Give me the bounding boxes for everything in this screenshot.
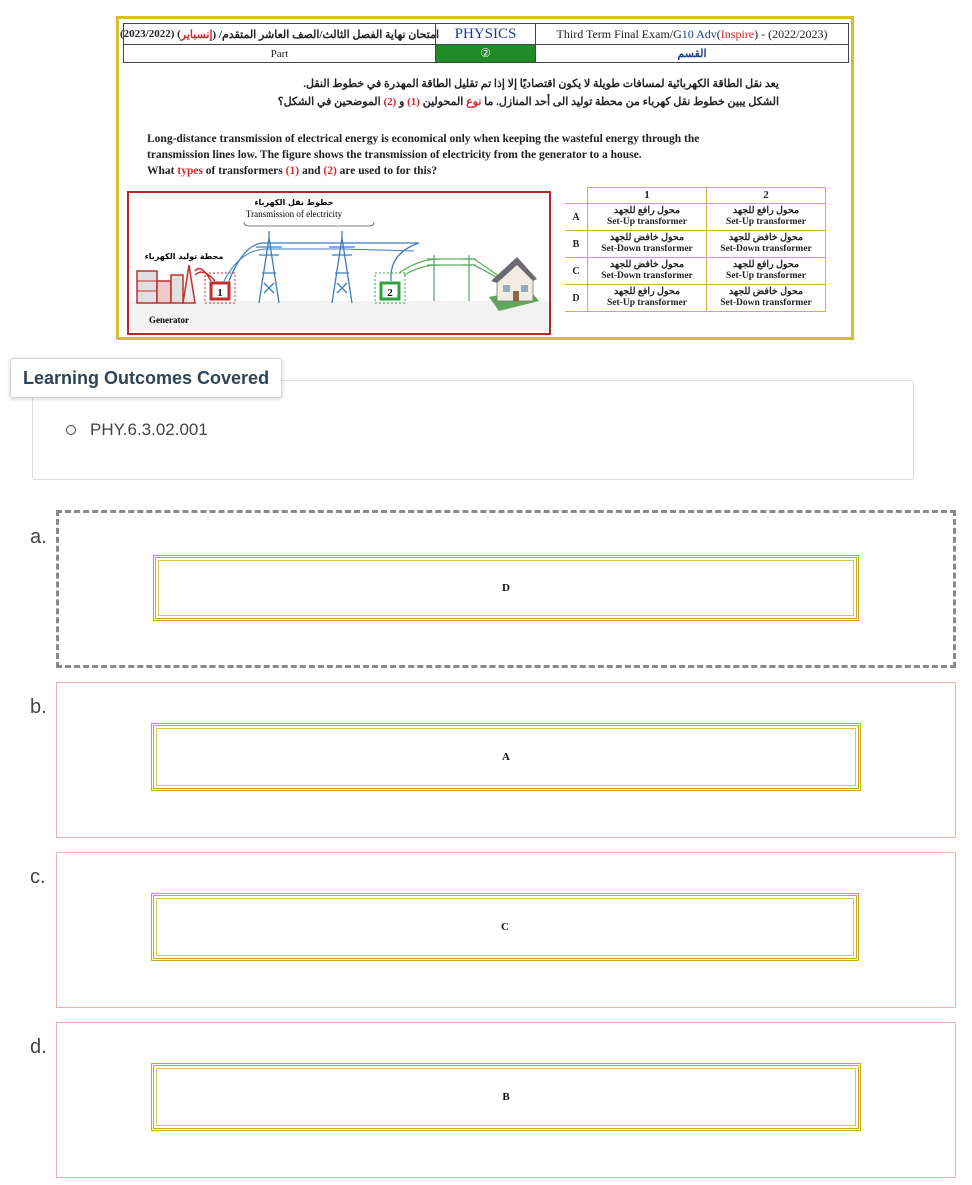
- generator-label: Generator: [149, 315, 189, 325]
- table-header-col1: 1: [588, 188, 707, 204]
- ar-line2-and: و: [396, 96, 408, 108]
- en-line3-text3: are used to for this?: [336, 165, 437, 177]
- table-cell: [707, 285, 826, 312]
- ar-line2-n2: (2): [383, 96, 397, 108]
- cell-arabic: محول رافع للجهد: [732, 260, 800, 270]
- ar-line2-n1: (1): [407, 96, 420, 108]
- arabic-title-text: امتحان نهاية الفصل الثالث/الصف العاشر المتقدم/ (: [212, 28, 440, 41]
- table-row: [565, 231, 826, 258]
- option-d-choice[interactable]: [56, 1022, 956, 1178]
- option-b-choice[interactable]: [56, 682, 956, 838]
- option-d-answer[interactable]: B: [151, 1063, 861, 1131]
- table-row: [565, 258, 826, 285]
- question-card: [116, 16, 854, 340]
- part-label: Part: [124, 45, 436, 62]
- option-c-answer[interactable]: C: [151, 893, 859, 961]
- table-cell: [707, 231, 826, 258]
- table-cell: [707, 204, 826, 231]
- en-line3-text2: of transformers: [202, 165, 286, 177]
- cell-arabic: محول خافض للجهد: [609, 260, 685, 270]
- table-row: [565, 285, 826, 312]
- option-c-choice[interactable]: [56, 852, 956, 1008]
- caption-brace: [244, 222, 374, 226]
- table-cell: [588, 285, 707, 312]
- row-label: C: [565, 258, 588, 285]
- option-a-choice[interactable]: [56, 510, 956, 668]
- english-title-text: Third Term Final Exam/G: [556, 26, 682, 41]
- question-arabic-line1: يعد نقل الطاقة الكهربائية لمسافات طويلة لا يكون اقتصاديًا إلا إذا تم تقليل الطاقة المهدرة في خطوط النقل.: [303, 78, 779, 90]
- en-line3-and: and: [299, 165, 324, 177]
- option-a-answer[interactable]: D: [153, 555, 859, 621]
- option-a-letter: a.: [30, 526, 47, 548]
- table-cell: [707, 258, 826, 285]
- cell-arabic: محول رافع للجهد: [613, 206, 681, 216]
- english-title-grade: 10 Adv: [681, 26, 717, 41]
- en-line3-n2: (2): [323, 165, 337, 177]
- learning-outcome-code: PHY.6.3.02.001: [90, 420, 208, 439]
- cell-english: Set-Down transformer: [601, 244, 693, 254]
- table-header-col2: 2: [707, 188, 826, 204]
- cell-english: Set-Down transformer: [720, 244, 812, 254]
- cell-english: Set-Up transformer: [607, 217, 687, 227]
- caption-english: Transmission of electricity: [245, 209, 343, 219]
- option-d-letter: d.: [30, 1036, 47, 1058]
- arabic-exam-title: [119, 24, 440, 45]
- transmission-diagram: [129, 193, 549, 333]
- cell-english: Set-Up transformer: [726, 271, 806, 281]
- english-title-year: ) - (2022/2023): [754, 26, 828, 41]
- table-row: [565, 204, 826, 231]
- row-label: D: [565, 285, 588, 312]
- power-station-icon: [137, 265, 195, 303]
- caption-arabic: خطوط نقل الكهرباء: [254, 198, 334, 207]
- question-english: [147, 131, 837, 179]
- row-label: A: [565, 204, 588, 231]
- cell-arabic: محول رافع للجهد: [613, 287, 681, 297]
- ar-line2-text2: المحولين: [419, 96, 467, 108]
- transformer-2-label: 2: [387, 287, 393, 299]
- en-line3-n1: (1): [285, 165, 300, 177]
- question-english-line2: transmission lines low. The figure shows the transmission of electricity from the generator to a house.: [147, 149, 642, 161]
- transmission-figure: [127, 191, 551, 335]
- pylon-icon-1: [256, 231, 282, 303]
- en-line3-types: types: [177, 165, 203, 177]
- exam-header: [119, 23, 849, 63]
- english-exam-title: [536, 24, 848, 45]
- learning-outcome-item: [66, 420, 208, 440]
- bullet-icon: [66, 425, 76, 435]
- question-arabic-line2: [129, 93, 779, 111]
- cell-english: Set-Down transformer: [720, 298, 812, 308]
- subject-title: PHYSICS: [436, 24, 536, 45]
- table-cell: [588, 231, 707, 258]
- transmission-line-high-2: [224, 249, 414, 281]
- answer-choices-table: [565, 187, 826, 312]
- english-title-paren: (: [716, 26, 721, 41]
- option-b-letter: b.: [30, 696, 47, 718]
- option-b-answer[interactable]: A: [151, 723, 861, 791]
- ground: [129, 301, 549, 331]
- ar-line2-highlight: نوع: [466, 96, 482, 108]
- option-c-letter: c.: [30, 866, 46, 888]
- transformer-1-label: 1: [217, 287, 223, 299]
- row-label: B: [565, 231, 588, 258]
- table-header-row: [565, 188, 826, 204]
- part-number-badge: ②: [436, 45, 536, 62]
- part-label-arabic: القسم: [677, 48, 707, 60]
- english-title-inspire: Inspire: [720, 26, 755, 41]
- question-english-line3: [147, 163, 837, 179]
- question-english-line1: Long-distance transmission of electrical energy is economical only when keeping the wasteful energy through the: [147, 133, 700, 145]
- table-header-empty: [565, 188, 588, 204]
- table-cell: [588, 258, 707, 285]
- learning-outcomes-title: Learning Outcomes Covered: [10, 358, 282, 398]
- distribution-poles: [399, 255, 511, 301]
- table-cell: [588, 204, 707, 231]
- station-label-arabic: محطة توليد الكهرباء: [144, 252, 224, 261]
- cell-english: Set-Up transformer: [607, 298, 687, 308]
- cell-arabic: محول خافض للجهد: [728, 233, 804, 243]
- cell-english: Set-Up transformer: [726, 217, 806, 227]
- question-arabic: [129, 75, 779, 111]
- cell-arabic: محول خافض للجهد: [728, 287, 804, 297]
- cell-arabic: محول خافض للجهد: [609, 233, 685, 243]
- cell-arabic: محول رافع للجهد: [732, 206, 800, 216]
- arabic-title-year: ) (2023/2022): [119, 28, 181, 40]
- cell-english: Set-Down transformer: [601, 271, 693, 281]
- ar-line2-text3: الموضحين في الشكل؟: [277, 96, 384, 108]
- pylon-icon-2: [329, 231, 355, 303]
- ar-line2-text: الشكل يبين خطوط نقل كهرباء من محطة توليد الى أحد المنازل. ما: [481, 96, 779, 108]
- en-line3-text: What: [147, 165, 178, 177]
- arabic-title-inspire: إنسباير: [180, 28, 213, 41]
